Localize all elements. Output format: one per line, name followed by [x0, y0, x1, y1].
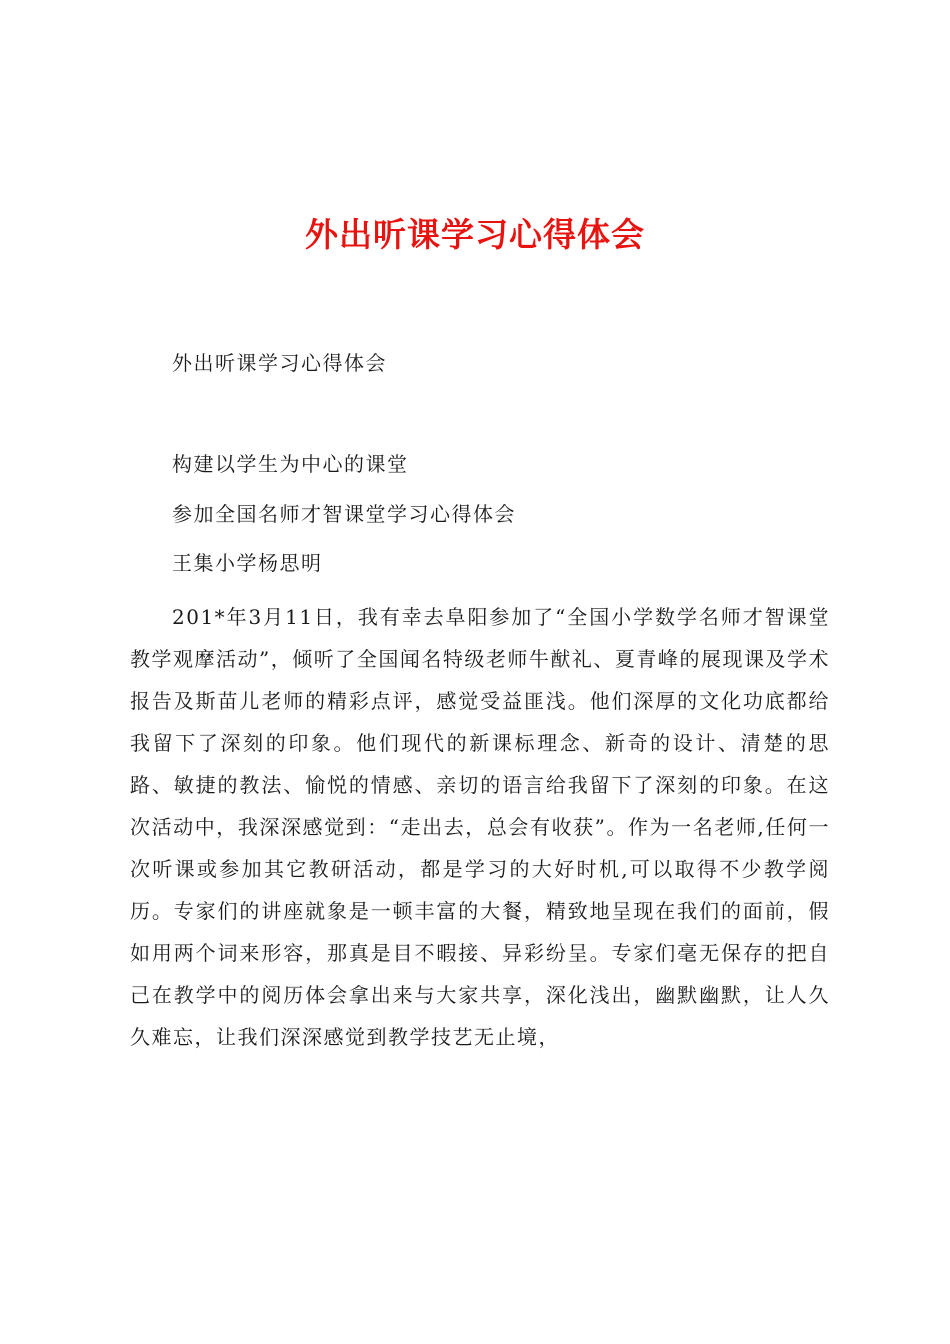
body-paragraph: 201*年3月11日，我有幸去阜阳参加了“全国小学数学名师才智课堂教学观摩活动”，倾听了全国闻名特级老师牛猷礼、夏青峰的展现课及学术报告及斯苗儿老师的精彩点评，感觉受益匪浅。他们深厚的文化功底都给我留下了深刻的印象。他们现代的新课标理念、新奇的设计、清楚的思路、敏捷的教法、愉悦的情感、亲切的语言给我留下了深刻的印象。在这次活动中，我深深感觉到：“走出去，总会有收获”。作为一名老师,任何一次听课或参加其它教研活动，都是学习的大好时机,可以取得不少教学阅历。专家们的讲座就象是一顿丰富的大餐，精致地呈现在我们的面前，假如用两个词来形容，那真是目不暇接、异彩纷呈。专家们毫无保存的把自己在教学中的阅历体会拿出来与大家共享，深化浅出，幽默幽默，让人久久难忘，让我们深深感觉到教学技艺无止境，: [130, 605, 830, 1049]
heading-line-topic: 构建以学生为中心的课堂: [172, 452, 409, 476]
heading-line-author: 王集小学杨思明: [172, 551, 323, 575]
document-subtitle: 外出听课学习心得体会: [172, 351, 387, 375]
heading-line-event: 参加全国名师才智课堂学习心得体会: [172, 502, 516, 526]
document-title: 外出听课学习心得体会: [305, 215, 645, 254]
